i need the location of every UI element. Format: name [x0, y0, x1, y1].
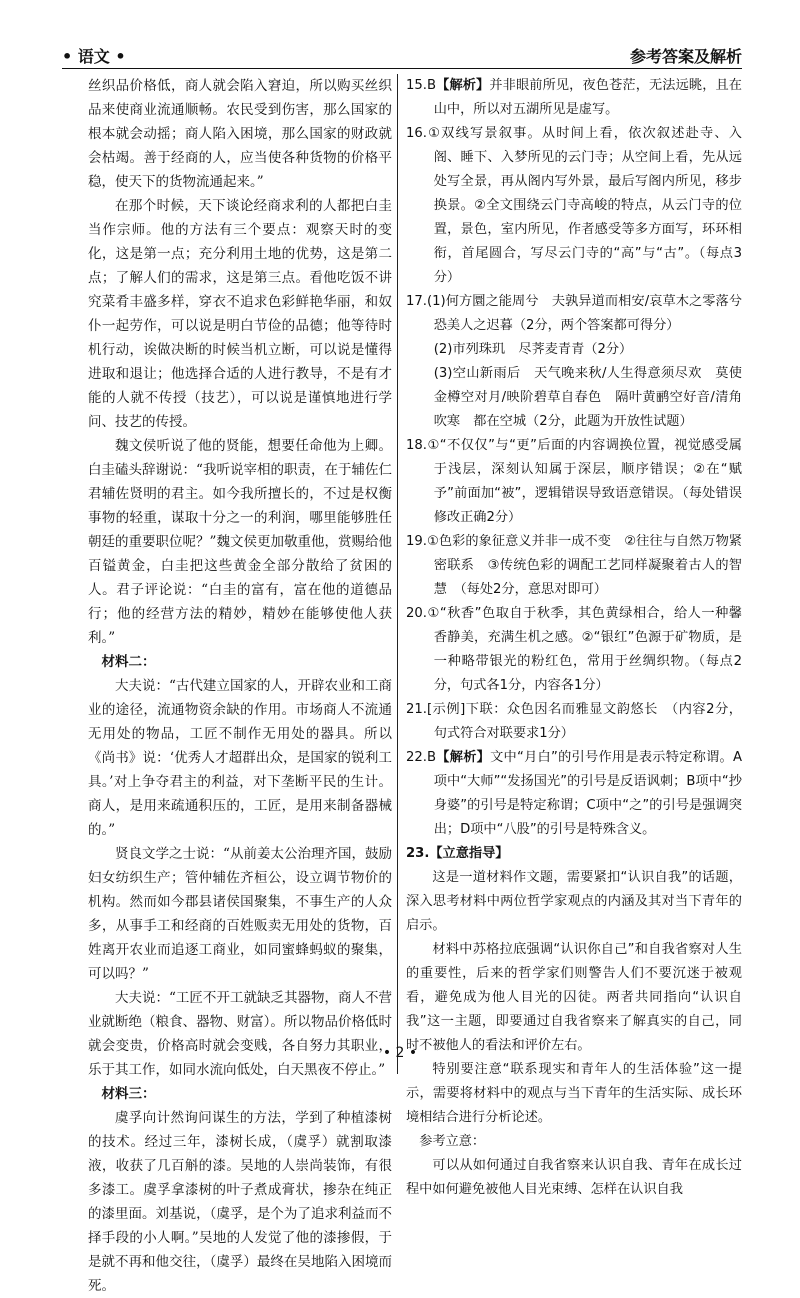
answer-15: [406, 74, 742, 122]
answer-18: 18.①“不仅仅”与“更”后面的内容调换位置，视觉感受属于浅层，深刻认知属于深层，顺序错误；②在“赋予”前面加“被”，逻辑错误导致语意错误。（每处错误修改正确2分）: [406, 438, 742, 525]
paragraph: 大夫说：“工匠不开工就缺乏其器物，商人不营业就断绝（粮食、器物、财富）。所以物品价格低时就会变贵，价格高时就会变贱，各自努力其职业，乐于其工作，如同水流向低处，白天黑夜不停止。”: [88, 990, 392, 1078]
paragraph: 大夫说：“古代建立国家的人，开辟农业和工商业的途径，流通物资余缺的作用。市场商人不流通无用处的物品，工匠不制作无用处的器具。所以《尚书》说：‘优秀人才超群出众，是国家的锐利工具。’对上争夺君主的利益，对下垄断平民的生计。商人，是用来疏通积压的，工匠，是用来制备器械的。”: [88, 678, 392, 838]
question-number: 15.B: [406, 78, 437, 93]
paragraph: 魏文侯听说了他的贤能，想要任命他为上卿。白圭磕头辞谢说：“我听说宰相的职责，在于辅佐仁君辅佐贤明的君主。如今我所擅长的，不过是权衡事物的轻重，谋取十分之一的利润，哪里能够胜任朝廷的重要职位呢？”魏文侯更加敬重他，赏赐给他百镒黄金，白圭把这些黄金全部分散给了贫困的人。君子评论说：“白圭的富有，富在他的道德品行；他的经营方法的精妙，精妙在能够使他人获利。”: [88, 438, 392, 646]
answer-20: 20.①“秋香”色取自于秋季，其色黄绿相合，给人一种馨香静美，充满生机之感。②“银红”色源于矿物质，是一种略带银光的粉红色，常用于丝绸织物。（每点2分，句式各1分，内容各1分）: [406, 606, 742, 693]
paragraph: 在那个时候，天下谈论经商求利的人都把白圭当作宗师。他的方法有三个要点：观察天时的变化，这是第一点；充分利用土地的优势，这是第二点；了解人们的需求，这是第三点。看他吃饭不讲究菜肴丰盛多样，穿衣不追求色彩鲜艳华丽，和奴仆一起劳作，可以说是明白节俭的品德；他等待时机行动，诶做决断的时候当机立断，可以说是懂得进取和退让；他选择合适的人进行教导，不是有才能的人就不传授（技艺），可以说是谨慎地进行学问、技艺的传授。: [88, 198, 392, 430]
left-column: [88, 74, 392, 1294]
right-column: [406, 74, 756, 1197]
paragraph: 虞孚向计然询问谋生的方法，学到了种植漆树的技术。经过三年，漆树长成，（虞孚）就割取漆液，收获了几百斛的漆。吴地的人崇尚装饰，有很多漆工。虞孚拿漆树的叶子煮成膏状，掺杂在纯正的漆里面。刘基说，（虞孚，是个为了追求利益而不择手段的小人啊。”吴地的人发觉了他的漆掺假，于是就不再和他交往，（虞孚）最终在吴地陷入困境而死。: [88, 1110, 392, 1294]
analysis-tag: 【解析】: [436, 78, 490, 93]
answer-19: 19.①色彩的象征意义并非一成不变 ②往往与自然万物紧密联系 ③传统色彩的调配工艺同样凝聚着古人的智慧 （每处2分，意思对即可）: [406, 534, 742, 597]
header-title: 参考答案及解析: [629, 47, 742, 66]
material-heading: 材料三：: [101, 1086, 156, 1102]
reference-label: 参考立意：: [419, 1134, 486, 1149]
answer-16: 16.①双线写景叙事。从时间上看，依次叙述赴寺、入阁、睡下、入梦所见的云门寺；从空间上看，先从远处写全景，再从阁内写外景，最后写阁内所见，移步换景。②全文围绕云门寺高峻的特点，从云门寺的位置，景色，室内所见，作者感受等多方面写，环环相衔，首尾圆合，写尽云门寺的“高”与“古”。（每点3分）: [406, 126, 742, 285]
paragraph: 材料中苏格拉底强调“认识你自己”和自我省察对人生的重要性，后来的哲学家们则警告人们不要沉迷于被观看，避免成为他人目光的囚徒。两者共同指向“认识自我”这一主题，即要通过自我省察来了解真实的自己，同时不被他人的看法和评价左右。: [406, 942, 742, 1053]
answer-17-2: (2)市列珠玑 尽荠麦青青（2分）: [433, 342, 633, 357]
answer-22: [406, 746, 742, 842]
page-header: [62, 42, 742, 69]
answer-17-3: (3)空山新雨后 天气晚来秋/人生得意须尽欢 莫使金樽空对月/映阶碧草自春色 隔叶黄鹂空好音/清角吹寒 都在空城（2分，此题为开放性试题）: [433, 366, 742, 429]
answer-21: 21.[示例]下联：众色因名而雅显文韵悠长 （内容2分，句式符合对联要求1分）: [406, 702, 742, 741]
paragraph: 贤良文学之士说：“从前姜太公治理齐国，鼓励妇女纺织生产；管仲辅佐齐桓公，设立调节物价的机构。然而如今郡县诸侯国聚集，不事生产的人众多，从事手工和经商的百姓贩卖无用处的货物，百姓离开农业而追逐工商业，如同蜜蜂蚂蚁的聚集，可以吗？”: [88, 846, 392, 982]
paragraph: 可以从如何通过自我省察来认识自我、青年在成长过程中如何避免被他人目光束缚、怎样在认识自我: [406, 1158, 742, 1197]
answer-text: 文中“月白”的引号作用是表示特定称谓。A项中“大师”“发扬国光”的引号是反语讽刺；B项中“抄身婆”的引号是特定称谓；C项中“之”的引号是强调突出；D项中“八股”的引号是特殊含义。: [433, 750, 743, 837]
material-heading: 材料二：: [101, 654, 156, 670]
answer-text: 并非眼前所见，夜色苍茫，无法远眺，且在山中，所以对五湖所见是虚写。: [433, 78, 742, 117]
question-number: 22.B: [406, 750, 437, 765]
page-number: • 2 •: [382, 1045, 418, 1061]
paragraph: 这是一道材料作文题，需要紧扣“认识自我”的话题，深入思考材料中两位哲学家观点的内涵及其对当下青年的启示。: [406, 870, 742, 933]
subject-label: • 语文 •: [62, 47, 126, 66]
answer-23-heading: 23.【立意指导】: [406, 846, 509, 861]
paragraph: 特别要注意“联系现实和青年人的生活体验”这一提示，需要将材料中的观点与当下青年的生活实际、成长环境相结合进行分析论述。: [406, 1062, 742, 1125]
answer-17-1: 17.(1)何方圜之能周兮 夫孰异道而相安/哀草木之零落兮 恐美人之迟暮（2分，两个答案都可得分）: [406, 294, 756, 333]
paragraph: 丝织品价格低，商人就会陷入窘迫，所以购买丝织品来使商业流通顺畅。农民受到伤害，那么国家的根本就会动摇；商人陷入困境，那么国家的财政就会枯竭。善于经商的人，应当使各种货物的价格平稳，使天下的货物流通起来。”: [88, 78, 392, 190]
analysis-tag: 【解析】: [436, 750, 491, 765]
column-divider: [397, 74, 398, 1074]
